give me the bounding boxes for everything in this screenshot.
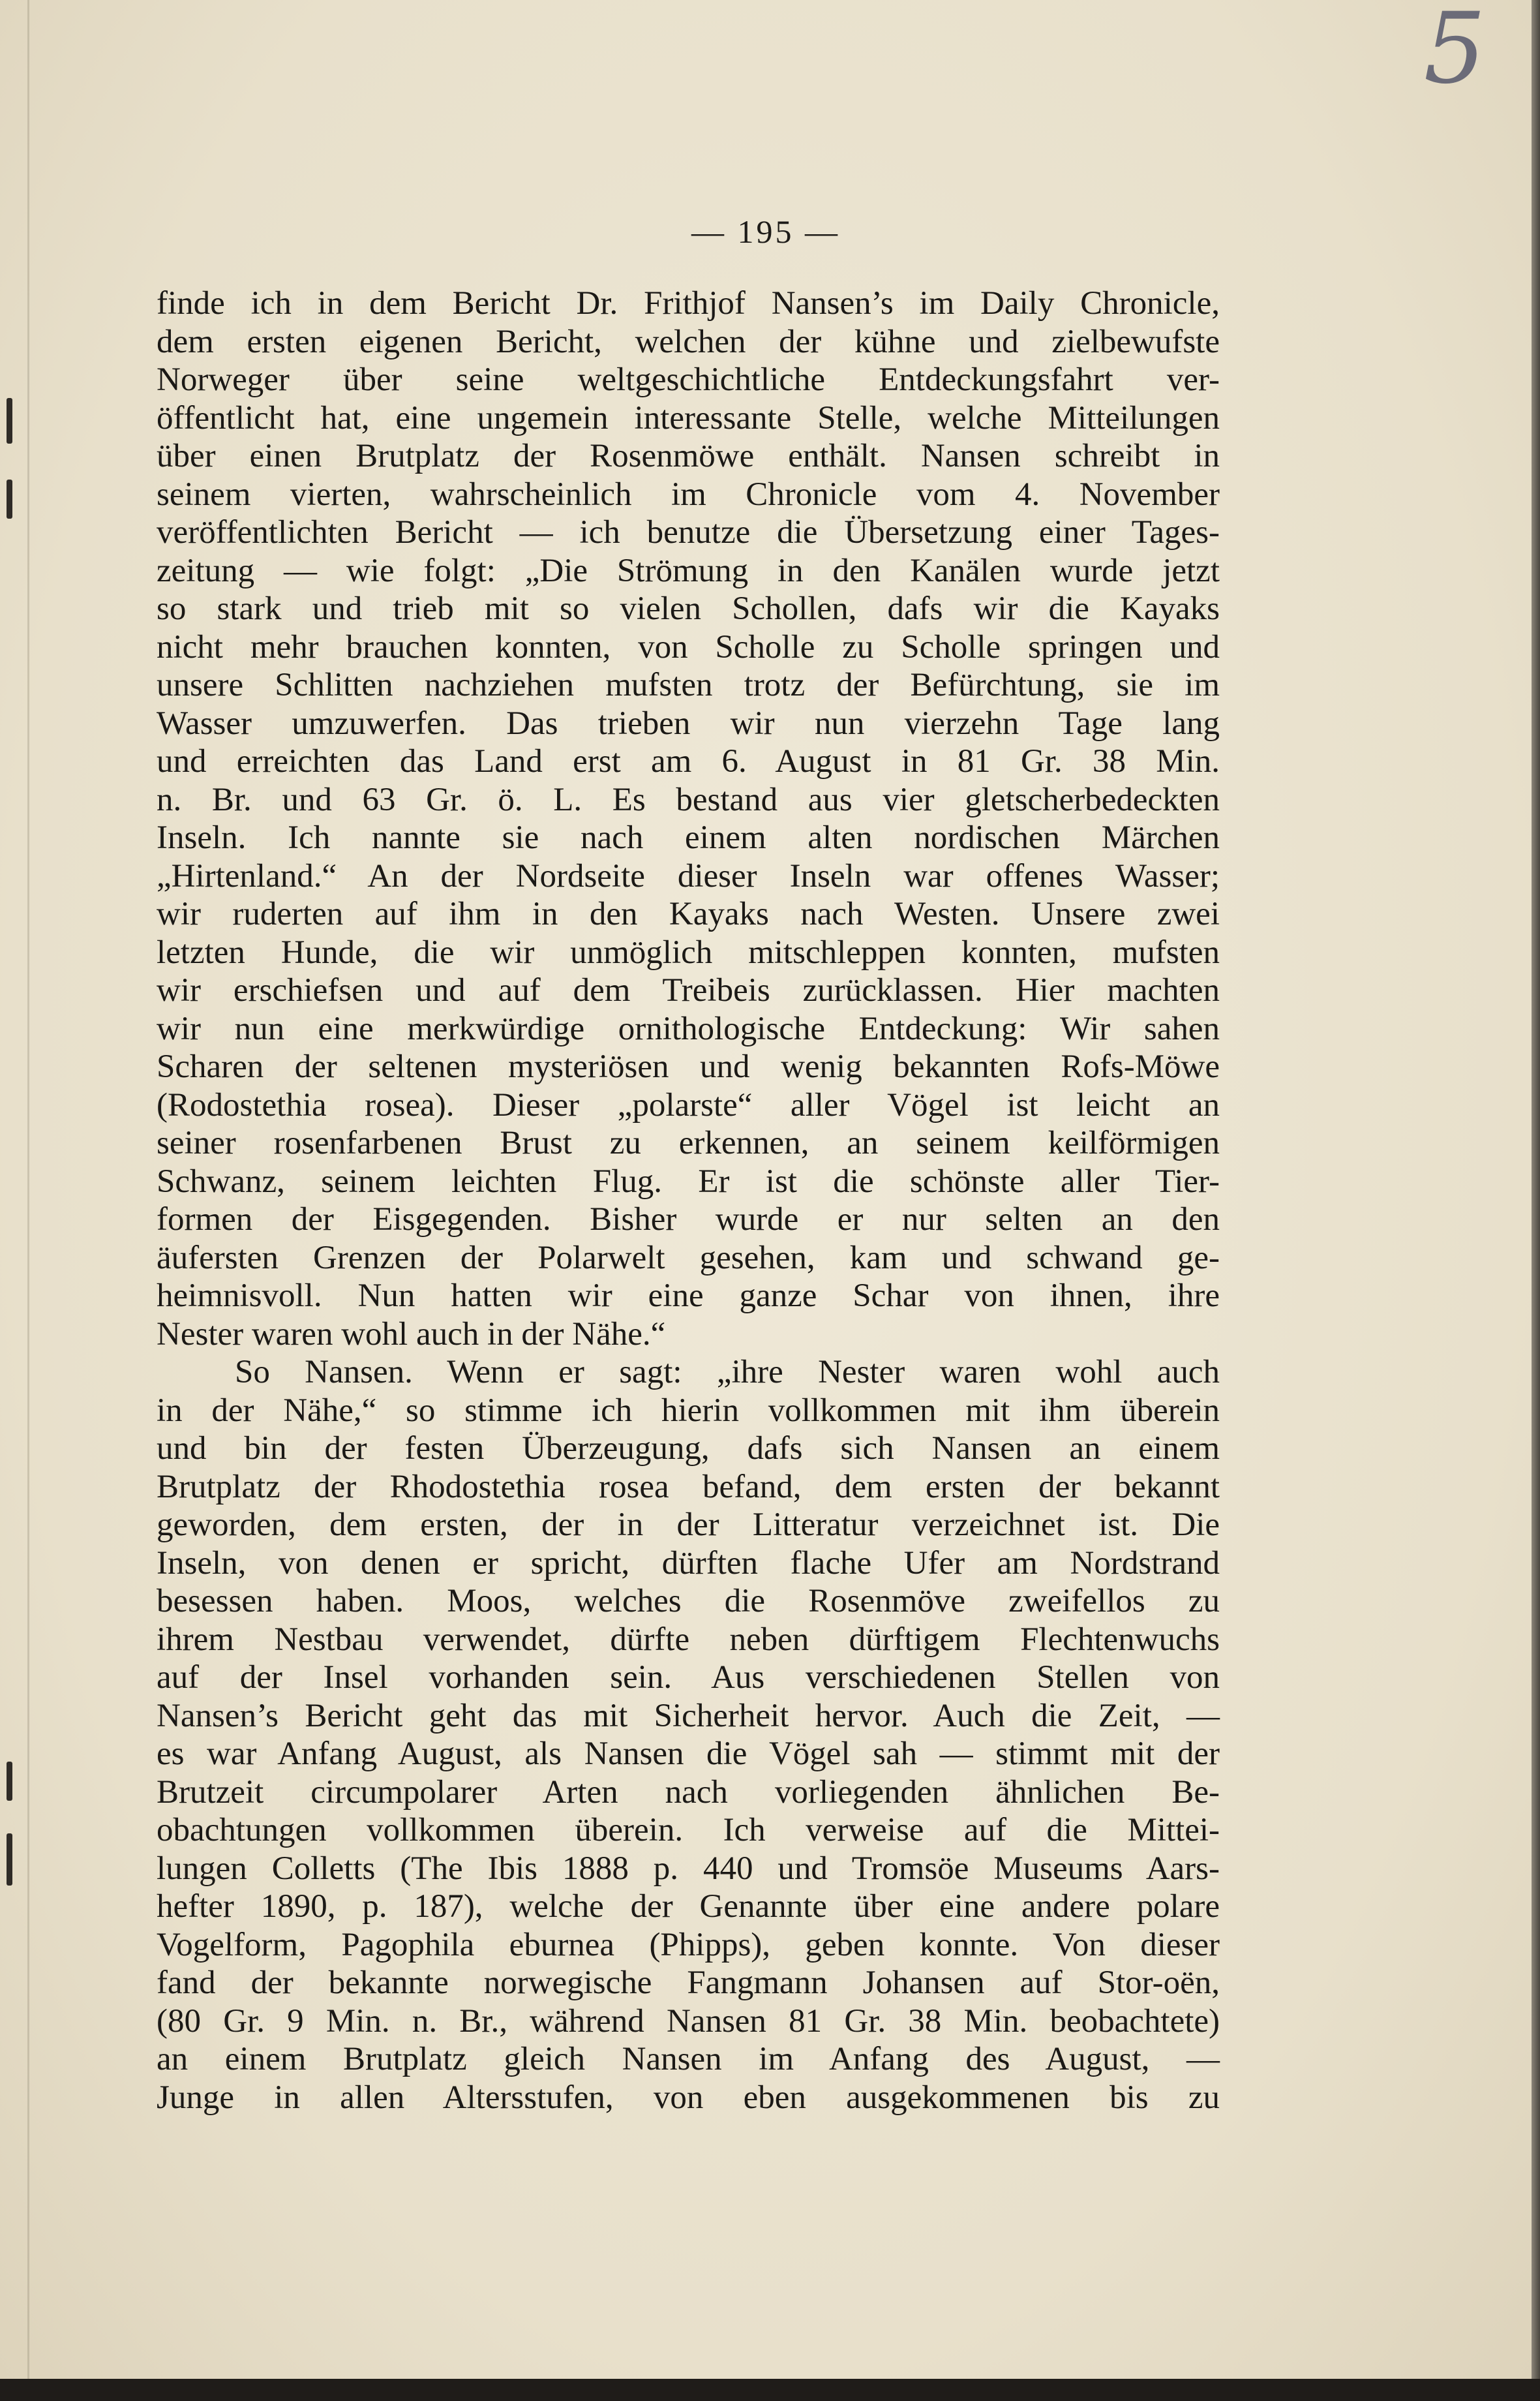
body-text <box>157 284 1220 2117</box>
text-line: Vogelform, Pagophila eburnea (Phipps), geben konnte. Von dieser <box>157 1926 1220 1963</box>
binding-mark <box>7 1762 12 1801</box>
text-line: finde ich in dem Bericht Dr. Frithjof Nansen’s im Daily Chronicle, <box>157 285 1220 322</box>
text-line: und bin der festen Überzeugung, dafs sich Nansen an einem <box>157 1430 1220 1467</box>
text-line: seiner rosenfarbenen Brust zu erkennen, an seinem keilförmigen <box>157 1125 1220 1161</box>
text-line: Inseln. Ich nannte sie nach einem alten nordischen Märchen <box>157 819 1220 856</box>
text-line: öffentlicht hat, eine ungemein interessante Stelle, welche Mitteilungen <box>157 399 1220 436</box>
text-line: und erreichten das Land erst am 6. August in 81 Gr. 38 Min. <box>157 743 1220 780</box>
text-line: seinem vierten, wahrscheinlich im Chronicle vom 4. November <box>157 476 1220 513</box>
text-line: „Hirtenland.“ An der Nordseite dieser Inseln war offenes Wasser; <box>157 857 1220 895</box>
text-line: obachtungen vollkommen überein. Ich verweise auf die Mittei- <box>157 1812 1220 1848</box>
text-line: Inseln, von denen er spricht, dürften flache Ufer am Nordstrand <box>157 1544 1220 1582</box>
text-line: ihrem Nestbau verwendet, dürfte neben dürftigem Flechtenwuchs <box>157 1621 1220 1658</box>
text-line: äufersten Grenzen der Polarwelt gesehen, kam und schwand ge- <box>157 1239 1220 1276</box>
text-line: (80 Gr. 9 Min. n. Br., während Nansen 81 Gr. 38 Min. beobachtete) <box>157 2002 1220 2040</box>
text-line: wir nun eine merkwürdige ornithologische Entdeckung: Wir sahen <box>157 1010 1220 1047</box>
text-line: Wasser umzuwerfen. Das trieben wir nun vierzehn Tage lang <box>157 705 1220 742</box>
text-line: unsere Schlitten nachziehen mufsten trotz der Befürchtung, sie im <box>157 667 1220 703</box>
text-line: an einem Brutplatz gleich Nansen im Anfang des August, — <box>157 2041 1220 2077</box>
text-line: heimnisvoll. Nun hatten wir eine ganze Schar von ihnen, ihre <box>157 1277 1220 1314</box>
text-line: So Nansen. Wenn er sagt: „ihre Nester waren wohl auch <box>235 1354 1220 1390</box>
handwritten-folio-number: 5 <box>1423 0 1486 106</box>
text-line: wir ruderten auf ihm in den Kayaks nach Westen. Unsere zwei <box>157 896 1220 932</box>
text-line: Scharen der seltenen mysteriösen und wenig bekannten Rofs-Möwe <box>157 1048 1220 1085</box>
text-line: Nansen’s Bericht geht das mit Sicherheit hervor. Auch die Zeit, — <box>157 1697 1220 1734</box>
text-line: Brutzeit circumpolarer Arten nach vorliegenden ähnlichen Be- <box>157 1773 1220 1811</box>
text-line: Brutplatz der Rhodostethia rosea befand, dem ersten der bekannt <box>157 1468 1220 1505</box>
text-line: Schwanz, seinem leichten Flug. Er ist die schönste aller Tier- <box>157 1163 1220 1200</box>
text-line: wir erschiefsen und auf dem Treibeis zurücklassen. Hier machten <box>157 972 1220 1009</box>
text-line: lungen Colletts (The Ibis 1888 p. 440 und Tromsöe Museums Aars- <box>157 1850 1220 1887</box>
text-line: nicht mehr brauchen konnten, von Scholle zu Scholle springen und <box>157 628 1220 665</box>
text-line: n. Br. und 63 Gr. ö. L. Es bestand aus vier gletscherbedeckten <box>157 781 1220 818</box>
text-line: so stark und trieb mit so vielen Schollen, dafs wir die Kayaks <box>157 590 1220 627</box>
text-line: es war Anfang August, als Nansen die Vögel sah — stimmt mit der <box>157 1736 1220 1772</box>
binding-mark <box>7 1833 12 1886</box>
text-line: geworden, dem ersten, der in der Litteratur verzeichnet ist. Die <box>157 1506 1220 1543</box>
page-number: — 195 — <box>691 213 840 250</box>
scan-background <box>0 2379 1540 2401</box>
text-line: auf der Insel vorhanden sein. Aus verschiedenen Stellen von <box>157 1659 1220 1696</box>
text-line: Norweger über seine weltgeschichtliche Entdeckungsfahrt ver- <box>157 361 1220 398</box>
text-line: letzten Hunde, die wir unmöglich mitschleppen konnten, mufsten <box>157 934 1220 971</box>
text-line: besessen haben. Moos, welches die Rosenmöve zweifellos zu <box>157 1583 1220 1619</box>
paragraph <box>157 1353 1220 2117</box>
text-line: dem ersten eigenen Bericht, welchen der kühne und zielbewufste <box>157 323 1220 360</box>
text-line: Junge in allen Altersstufen, von eben ausgekommenen bis zu <box>157 2079 1220 2116</box>
text-line: fand der bekannte norwegische Fangmann Johansen auf Stor-oën, <box>157 1965 1220 2001</box>
binding-mark <box>7 398 12 444</box>
text-line: (Rodostethia rosea). Dieser „polarste“ aller Vögel ist leicht an <box>157 1086 1220 1124</box>
text-line: in der Nähe,“ so stimme ich hierin vollkommen mit ihm überein <box>157 1392 1220 1429</box>
spine-shadow <box>27 0 29 2379</box>
binding-mark <box>7 480 12 519</box>
text-line: über einen Brutplatz der Rosenmöwe enthält. Nansen schreibt in <box>157 438 1220 474</box>
paragraph <box>157 284 1220 1353</box>
text-line: formen der Eisgegenden. Bisher wurde er nur selten an den <box>157 1201 1220 1238</box>
page-edge <box>1532 0 1540 2379</box>
text-line: zeitung — wie folgt: „Die Strömung in den Kanälen wurde jetzt <box>157 552 1220 589</box>
text-line: veröffentlichten Bericht — ich benutze die Übersetzung einer Tages- <box>157 514 1220 551</box>
text-line: Nester waren wohl auch in der Nähe.“ <box>157 1315 666 1353</box>
text-line: hefter 1890, p. 187), welche der Genannte über eine andere polare <box>157 1888 1220 1925</box>
